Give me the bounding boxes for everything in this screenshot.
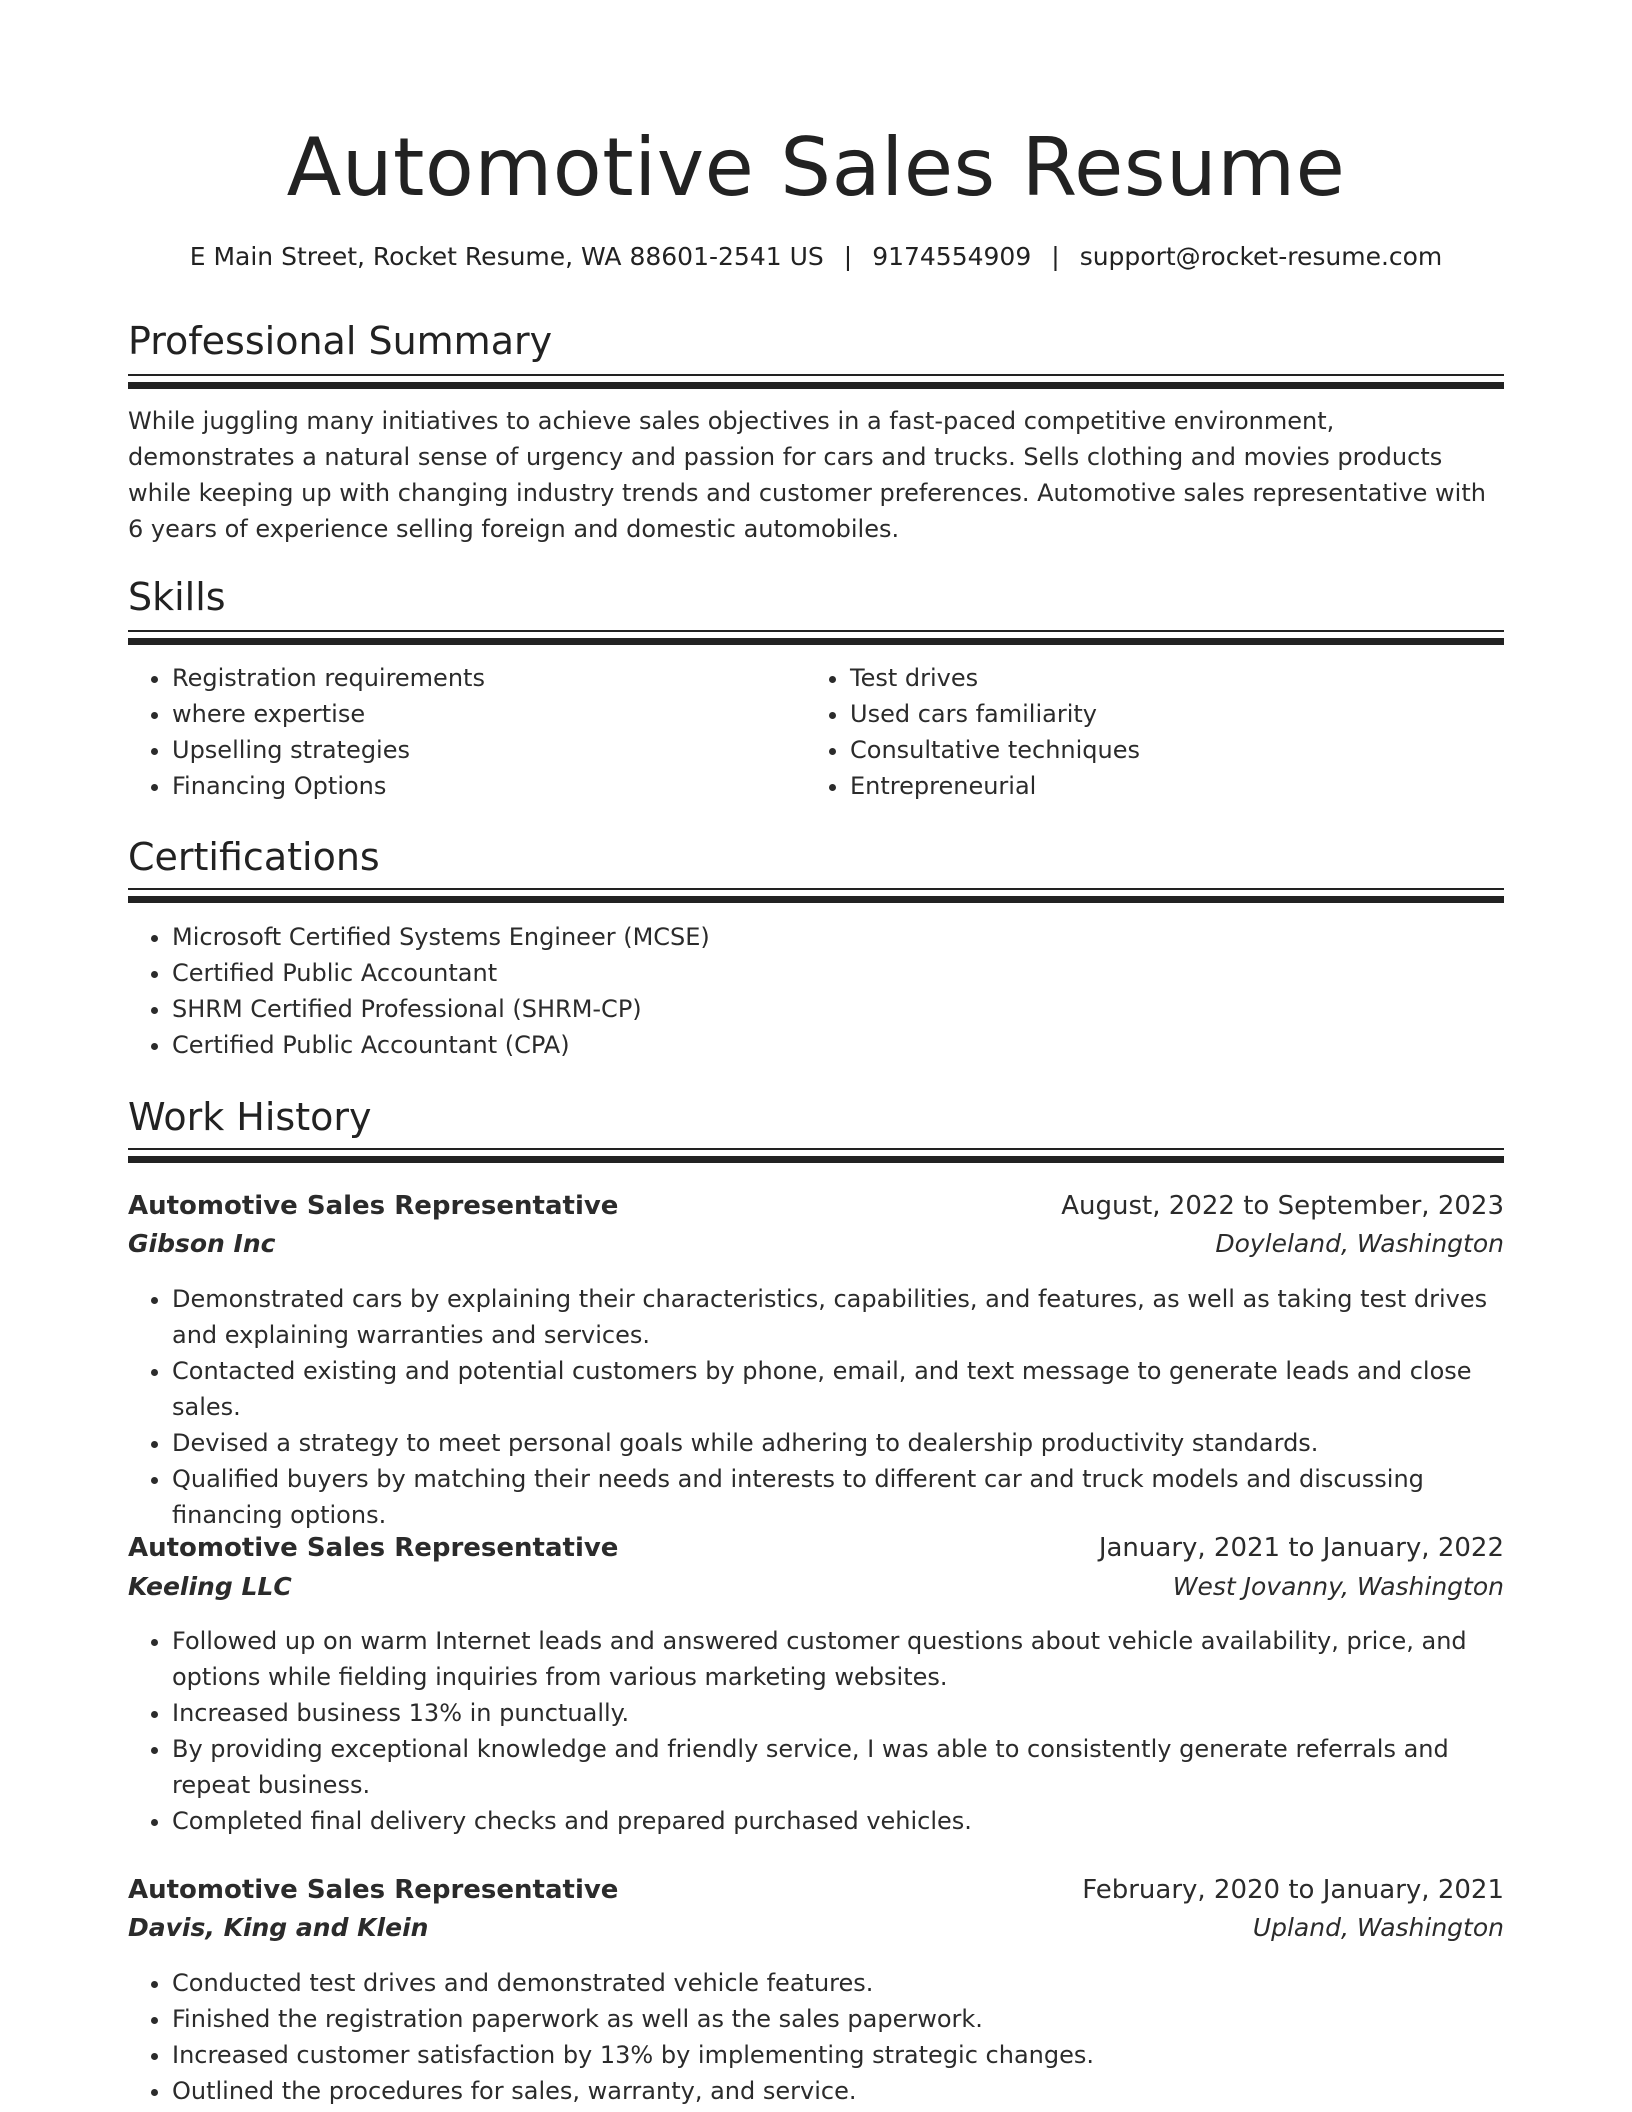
certification-item: • Microsoft Certified Systems Engineer (MCSE) bbox=[172, 919, 1504, 955]
job-title: Automotive Sales Representative bbox=[128, 1875, 619, 1905]
contact-separator: | bbox=[1051, 242, 1060, 271]
job-bullet: • Finished the registration paperwork as well as the sales paperwork. bbox=[172, 2001, 1504, 2037]
job-bullet: • Conducted test drives and demonstrated vehicle features. bbox=[172, 1965, 1504, 2001]
section-divider bbox=[128, 1156, 1504, 1163]
job-company: Keeling LLC bbox=[128, 1572, 292, 1601]
certification-item: • Certified Public Accountant bbox=[172, 955, 1504, 991]
skill-item: • Financing Options bbox=[172, 768, 802, 804]
job-bullet: • Outlined the procedures for sales, warranty, and service. bbox=[172, 2073, 1504, 2109]
resume-title: Automotive Sales Resume bbox=[286, 121, 1346, 214]
job-bullet: • Qualified buyers by matching their needs and interests to different car and truck models and discussing financing options. bbox=[172, 1461, 1504, 1533]
certifications-heading: Certifications bbox=[128, 835, 380, 879]
skills-list-left bbox=[128, 660, 802, 804]
job-location: West Jovanny, Washington bbox=[1172, 1572, 1504, 1601]
job-dates: August, 2022 to September, 2023 bbox=[1061, 1191, 1504, 1221]
job-bullet: • By providing exceptional knowledge and friendly service, I was able to consistently generate referrals and repeat business. bbox=[172, 1731, 1504, 1803]
contact-separator: | bbox=[843, 242, 853, 271]
certifications-list bbox=[128, 919, 1504, 1063]
job-bullet: • Followed up on warm Internet leads and answered customer questions about vehicle availability, price, and options while fielding inquiries from various marketing websites. bbox=[172, 1623, 1504, 1695]
section-divider bbox=[128, 630, 1504, 632]
skills-heading: Skills bbox=[128, 575, 226, 619]
section-divider bbox=[128, 638, 1504, 645]
skill-item: • Entrepreneurial bbox=[850, 768, 1504, 804]
job-bullet: • Increased customer satisfaction by 13% by implementing strategic changes. bbox=[172, 2037, 1504, 2073]
job-bullet: • Increased business 13% in punctually. bbox=[172, 1695, 1504, 1731]
section-divider bbox=[128, 896, 1504, 903]
skill-item: • Consultative techniques bbox=[850, 732, 1504, 768]
skills-list-right bbox=[806, 660, 1504, 804]
job-bullet: • Contacted existing and potential customers by phone, email, and text message to generate leads and close sales. bbox=[172, 1353, 1504, 1425]
skill-item: • Used cars familiarity bbox=[850, 696, 1504, 732]
job-bullet: • Completed final delivery checks and prepared purchased vehicles. bbox=[172, 1803, 1504, 1839]
section-divider bbox=[128, 382, 1504, 389]
job-dates: February, 2020 to January, 2021 bbox=[1082, 1875, 1504, 1905]
section-divider bbox=[128, 1148, 1504, 1150]
job-title: Automotive Sales Representative bbox=[128, 1533, 619, 1563]
summary-heading: Professional Summary bbox=[128, 319, 553, 363]
job-company: Gibson Inc bbox=[128, 1229, 276, 1258]
job-location: Upland, Washington bbox=[1252, 1913, 1504, 1942]
job-bullet: • Devised a strategy to meet personal goals while adhering to dealership productivity standards. bbox=[172, 1425, 1504, 1461]
job-bullets bbox=[128, 1281, 1504, 1533]
certification-item: • Certified Public Accountant (CPA) bbox=[172, 1027, 1504, 1063]
section-divider bbox=[128, 888, 1504, 890]
job-company: Davis, King and Klein bbox=[128, 1913, 429, 1942]
skill-item: • where expertise bbox=[172, 696, 802, 732]
skill-item: • Registration requirements bbox=[172, 660, 802, 696]
contact-phone: 9174554909 bbox=[872, 242, 1032, 271]
contact-email: support@rocket-resume.com bbox=[1079, 242, 1443, 271]
job-bullets bbox=[128, 1623, 1504, 1839]
contact-line bbox=[128, 240, 1504, 274]
skill-item: • Upselling strategies bbox=[172, 732, 802, 768]
job-location: Doyleland, Washington bbox=[1215, 1229, 1504, 1258]
skill-item: • Test drives bbox=[850, 660, 1504, 696]
section-divider bbox=[128, 374, 1504, 376]
contact-address: E Main Street, Rocket Resume, WA 88601-2541 US bbox=[189, 242, 824, 271]
summary-text: While juggling many initiatives to achieve sales objectives in a fast-paced competitive environment, demonstrates a natural sense of urgency and passion for cars and trucks. Sells clothing and movies products while keeping up with changing industry trends and customer preferences. Automotive sales representative with 6 years of experience selling foreign and domestic automobiles. bbox=[128, 407, 1486, 543]
certification-item: • SHRM Certified Professional (SHRM-CP) bbox=[172, 991, 1504, 1027]
work-history-heading: Work History bbox=[128, 1095, 372, 1139]
job-dates: January, 2021 to January, 2022 bbox=[1098, 1533, 1504, 1563]
resume-page bbox=[128, 0, 1504, 2112]
job-bullet: • Demonstrated cars by explaining their characteristics, capabilities, and features, as well as taking test drives and explaining warranties and services. bbox=[172, 1281, 1504, 1353]
job-title: Automotive Sales Representative bbox=[128, 1191, 619, 1221]
job-bullets bbox=[128, 1965, 1504, 2109]
